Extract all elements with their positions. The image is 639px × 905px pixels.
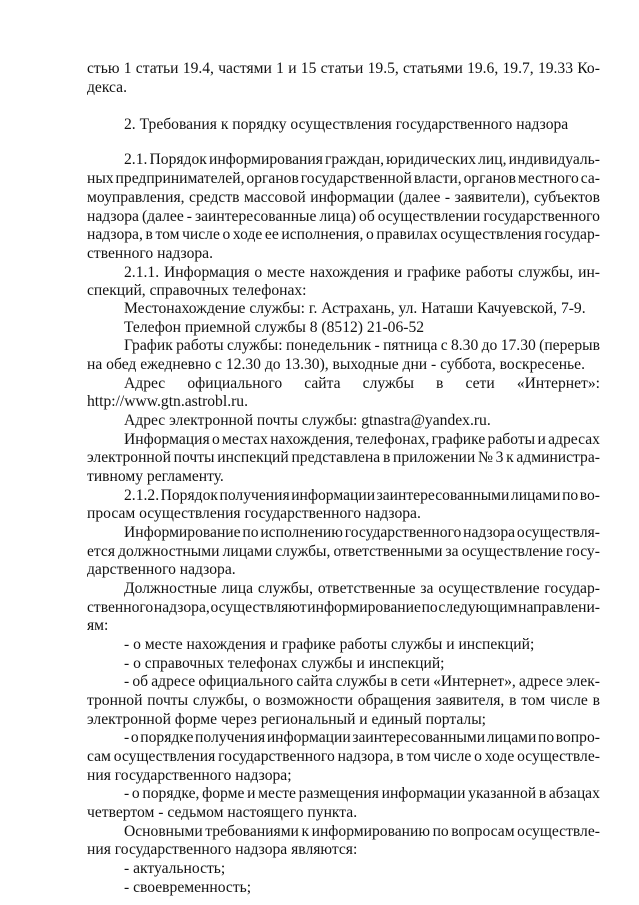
text-line: ям: — [87, 617, 109, 634]
text-line: тивному регламенту. — [87, 468, 224, 485]
text-line: надзора (далее - заинтересованные лица) об осуществлении государственного — [87, 208, 600, 225]
text-line: спекций, справочных телефонах: — [87, 282, 307, 299]
text-line: Информация о местах нахождения, телефонах, графике работы и адресах — [124, 431, 600, 448]
list-item: - своевременность; — [124, 879, 252, 896]
section-heading: 2. Требования к порядку осуществления государственного надзора — [124, 116, 569, 133]
text-line: надзора, в том числе о ходе ее исполнения, о правилах осуществления государ- — [87, 226, 600, 243]
text-line: просам осуществления государственного надзора. — [87, 505, 421, 522]
text-line: ных предпринимателей, органов государственной власти, органов местного са- — [87, 170, 600, 187]
text-line: моуправления, средств массовой информации (далее - заявители), субъектов — [87, 189, 600, 206]
text-line: электронной почты инспекций представлена в приложении № 3 к администра- — [87, 449, 600, 466]
text-line: ния государственного надзора являются: — [87, 841, 358, 858]
list-item: - об адресе официального сайта службы в сети «Интернет», адресе элек- — [124, 673, 600, 690]
text-line: Адрес электронной почты службы: gtnastra@yandex.ru. — [124, 412, 491, 429]
text-line: ется должностными лицами службы, ответственными за осуществление госу- — [87, 543, 600, 560]
text-line: 2.1. Порядок информирования граждан, юридических лиц, индивидуаль- — [124, 151, 600, 168]
text-line: http://www.gtn.astrobl.ru. — [87, 393, 248, 410]
text-line: ния государственного надзора; — [87, 767, 292, 784]
list-item: - о порядке получения информации заинтересованными лицами по вопро- — [124, 729, 600, 746]
text-line: Местонахождение службы: г. Астрахань, ул. Наташи Качуевской, 7-9. — [124, 300, 586, 317]
text-line: сам осуществления государственного надзора, в том числе о ходе осуществле- — [87, 748, 600, 765]
text-line: Основными требованиями к информированию по вопросам осуществле- — [124, 823, 600, 840]
text-line: стью 1 статьи 19.4, частями 1 и 15 статьи 19.5, статьями 19.6, 19.7, 19.33 Ко- — [87, 60, 600, 77]
text-line: тронной почты службы, о возможности обращения заявителя, в том числе в — [87, 692, 600, 709]
text-line: декса. — [87, 79, 127, 96]
text-line: Адрес официального сайта службы в сети «Интернет»: — [124, 375, 600, 392]
list-item: - о месте нахождения и графике работы службы и инспекций; — [124, 636, 535, 653]
list-item: - о справочных телефонах службы и инспекций; — [124, 655, 445, 672]
list-item: - актуальность; — [124, 860, 226, 877]
text-line: дарственного надзора. — [87, 561, 236, 578]
text-line: Должностные лица службы, ответственные за осуществление государ- — [124, 580, 600, 597]
text-line: 2.1.1. Информация о месте нахождения и графике работы службы, ин- — [124, 264, 600, 281]
list-item: - о порядке, форме и месте размещения информации указанной в абзацах — [124, 785, 600, 802]
text-line: на обед ежедневно с 12.30 до 13.30), выходные дни - суббота, воскресенье. — [87, 356, 585, 373]
text-line: четвертом - седьмом настоящего пункта. — [87, 804, 358, 821]
text-line: ственного надзора. — [87, 245, 213, 262]
text-line: Телефон приемной службы 8 (8512) 21-06-52 — [124, 319, 425, 336]
text-line: ственного надзора, осуществляют информирование по следующим направлени- — [87, 599, 600, 616]
text-line: электронной форме через региональный и единый порталы; — [87, 711, 487, 728]
text-line: График работы службы: понедельник - пятница с 8.30 до 17.30 (перерыв — [124, 337, 600, 354]
text-line: 2.1.2. Порядок получения информации заинтересованными лицами по во- — [124, 487, 600, 504]
text-line: Информирование по исполнению государственного надзора осуществля- — [124, 524, 600, 541]
